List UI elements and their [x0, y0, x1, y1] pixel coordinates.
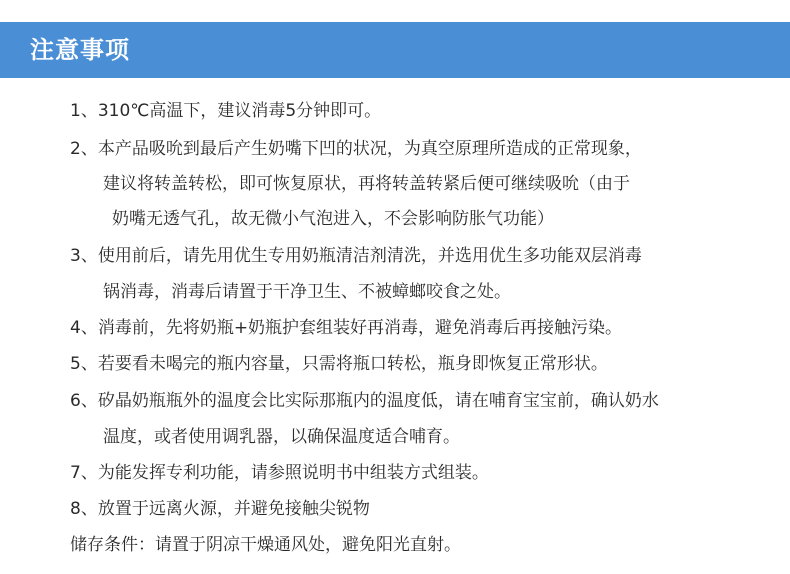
note-6: 6、矽晶奶瓶瓶外的温度会比实际那瓶内的温度低，请在哺育宝宝前，确认奶水 — [70, 391, 659, 411]
note-5: 5、若要看未喝完的瓶内容量，只需将瓶口转松，瓶身即恢复正常形状。 — [70, 354, 608, 374]
section-title: 注意事项 — [30, 36, 130, 64]
note-7: 7、为能发挥专利功能，请参照说明书中组装方式组装。 — [70, 463, 489, 483]
note-1: 1、310℃高温下，建议消毒5分钟即可。 — [70, 101, 382, 121]
note-4: 4、消毒前，先将奶瓶+奶瓶护套组装好再消毒，避免消毒后再接触污染。 — [70, 318, 623, 338]
note-6-cont: 温度，或者使用调乳器，以确保温度适合哺育。 — [103, 427, 460, 447]
note-2: 2、本产品吸吮到最后产生奶嘴下凹的状况，为真空原理所造成的正常现象， — [70, 139, 642, 159]
note-2-cont-1: 建议将转盖转松，即可恢复原状，再将转盖转紧后便可继续吸吮（由于 — [103, 174, 630, 194]
section-header — [0, 22, 790, 78]
note-2-cont-2: 奶嘴无透气孔，故无微小气泡进入，不会影响防胀气功能） — [112, 209, 554, 229]
note-8: 8、放置于远离火源，并避免接触尖锐物 — [70, 499, 370, 519]
note-3-cont: 锅消毒，消毒后请置于干净卫生、不被蟑螂咬食之处。 — [103, 282, 511, 302]
storage-conditions: 储存条件：请置于阴凉干燥通风处，避免阳光直射。 — [70, 535, 461, 555]
note-3: 3、使用前后，请先用优生专用奶瓶清洁剂清洗，并选用优生多功能双层消毒 — [70, 246, 642, 266]
